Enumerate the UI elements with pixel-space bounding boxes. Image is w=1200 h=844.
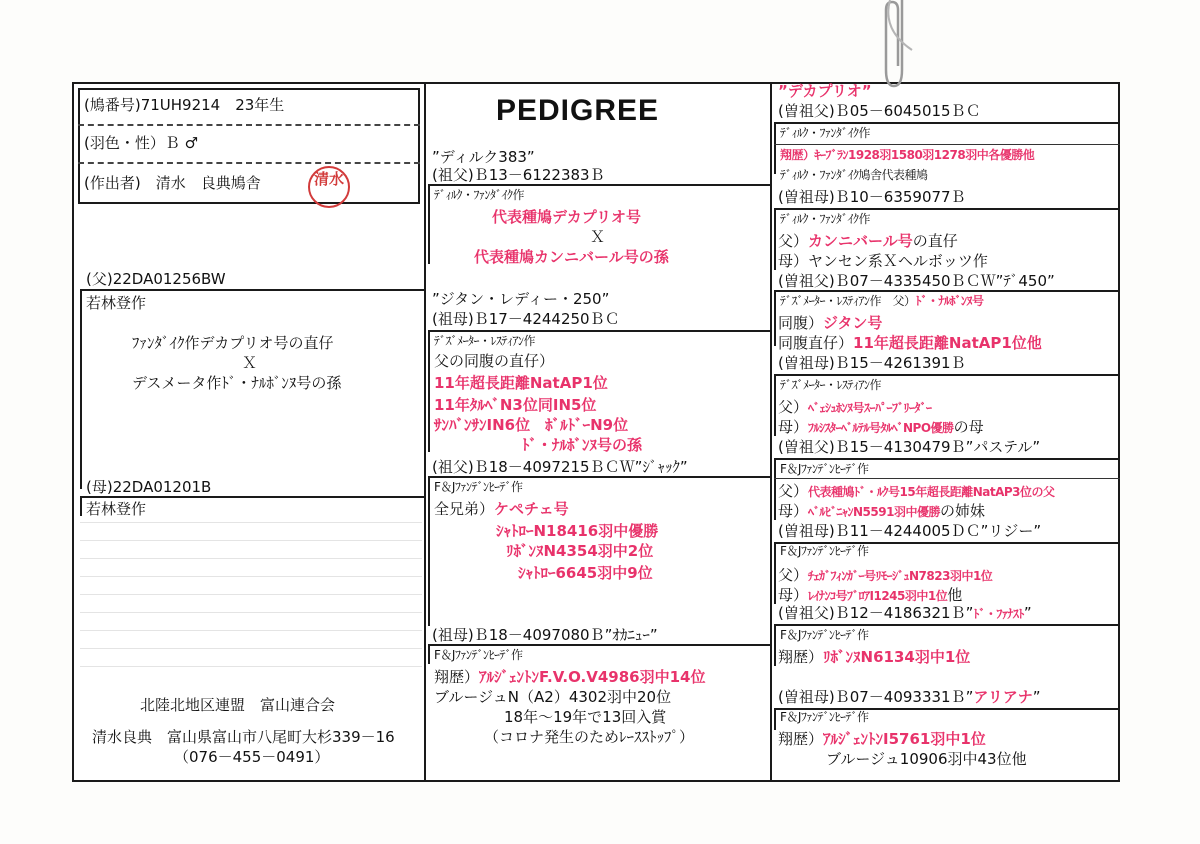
ggs2-ring: (曽祖父)Ｂ07－4335450ＢＣＷ”ﾃﾞ450” bbox=[778, 272, 1055, 290]
sire-info-x: Ｘ bbox=[242, 354, 258, 372]
ggd4-ring-number: (曽祖母)Ｂ07－4093331Ｂ” bbox=[778, 688, 974, 706]
ggs3-info-2-label: 母） bbox=[778, 502, 809, 520]
gs2-breeder: F＆Jﾌｧﾝﾃﾞﾝﾋｰﾃﾞ作 bbox=[434, 480, 523, 494]
ggs4-ring-nickname: ﾄﾞ・ﾌｧﾅｽﾄ bbox=[973, 607, 1024, 621]
ggd2-info-2 bbox=[778, 418, 984, 436]
ggs4-breeder: F＆Jﾌｧﾝﾃﾞﾝﾋｰﾃﾞ作 bbox=[780, 628, 869, 642]
ggs3-info-1 bbox=[778, 482, 1055, 500]
ruled-line bbox=[80, 648, 422, 649]
gd1-info-5: ﾄﾞ・ﾅﾙﾎﾞﾝﾇ号の孫 bbox=[522, 436, 643, 454]
right-border bbox=[1118, 82, 1120, 782]
gd2-info-1 bbox=[434, 668, 705, 686]
ggs3-info-2-tail: の姉妹 bbox=[939, 502, 985, 520]
gd2-breeder: F＆Jﾌｧﾝﾃﾞﾝﾋｰﾃﾞ作 bbox=[434, 648, 523, 662]
gs2-info-1-label: 全兄弟） bbox=[434, 500, 495, 518]
ggs1-breeder: ﾃﾞｨﾙｸ・ﾌｧﾝﾀﾞｲｸ作 bbox=[780, 126, 871, 140]
ggd1-line bbox=[774, 208, 1120, 210]
breeder-name: (作出者) 清水 良典鳩舎 bbox=[84, 174, 261, 192]
ggd3-info-1-value: ﾁｪｶﾞﾌｨﾝｶﾞｰ号ﾘﾓｰｼﾞｭN7823羽中1位 bbox=[808, 569, 993, 583]
sire-bracket bbox=[80, 289, 82, 489]
ruled-line bbox=[80, 540, 422, 541]
gd2-line bbox=[428, 644, 770, 646]
sire-line bbox=[80, 289, 424, 291]
ggs3-info-2-value: ﾍﾞﾙﾋﾞﾆｬﾝN5591羽中優勝 bbox=[808, 505, 940, 519]
ggd2-info-2-label: 母） bbox=[778, 418, 809, 436]
ggs4-ring bbox=[778, 604, 1032, 622]
ggd1-info-1 bbox=[778, 232, 958, 250]
ggs3-ring: (曽祖父)Ｂ15－4130479Ｂ”パステル” bbox=[778, 438, 1041, 456]
gd1-line bbox=[428, 330, 770, 332]
left-border bbox=[72, 82, 74, 782]
ruled-line bbox=[80, 594, 422, 595]
ggd4-ring-nickname: アリアナ bbox=[973, 688, 1033, 706]
ggs3-line bbox=[774, 458, 1120, 460]
sire-ring: (父)22DA01256BW bbox=[86, 270, 226, 288]
sire-info-1: ﾌｧﾝﾀﾞｲｸ作デカプリオ号の直仔 bbox=[132, 334, 334, 352]
ggd4-info-1-value: ｱﾙｼﾞｪﾝﾄﾝⅠ5761羽中1位 bbox=[823, 730, 986, 748]
ggd1-info-2: 母）ヤンセン系Ｘヘルボッツ作 bbox=[778, 252, 988, 270]
bottom-border bbox=[72, 780, 1120, 782]
ggs3-breeder: F＆Jﾌｧﾝﾃﾞﾝﾋｰﾃﾞ作 bbox=[780, 462, 869, 476]
color-sex: (羽色・性）Ｂ ♂ bbox=[84, 134, 199, 152]
ggd2-info-1-value: ﾍﾞｪｼｭﾎﾝﾇ号ｽｰﾊﾟｰﾌﾞﾘｰﾀﾞｰ bbox=[808, 401, 932, 415]
ggd4-info-1 bbox=[778, 730, 986, 748]
ggs3-info-2 bbox=[778, 502, 985, 520]
gd1-breeder: ﾃﾞｽﾞﾒｰﾀｰ・ﾚｽﾃｨｱﾝ作 bbox=[434, 334, 536, 348]
gs2-bracket bbox=[428, 476, 430, 626]
gs2-info-2: ｼｬﾄﾛｰN18416羽中優勝 bbox=[496, 522, 659, 540]
ruled-line bbox=[80, 612, 422, 613]
paperclip-icon bbox=[872, 0, 922, 92]
header-box-bottom bbox=[78, 202, 420, 204]
ggs1-info-1: 翔歴）ｷｰﾌﾞﾗﾝ1928羽1580羽1278羽中各優勝他 bbox=[780, 148, 1035, 162]
ggs2-bracket bbox=[774, 290, 776, 346]
ggs4-bracket bbox=[774, 624, 776, 666]
ggs2-line bbox=[774, 290, 1120, 292]
ggd3-info-2-value: ﾚｲﾅﾝｺ号ﾌﾞﾛｱⅠ1245羽中1位 bbox=[808, 589, 948, 603]
ring-number: (鳩番号)71UH9214 23年生 bbox=[84, 96, 285, 114]
ggs1-line bbox=[774, 122, 1120, 124]
ggd3-info-2-tail: 他 bbox=[947, 586, 963, 604]
ggd2-info-1 bbox=[778, 398, 932, 416]
ggd2-bracket bbox=[774, 374, 776, 436]
ggs4-info-1-value: ﾘﾎﾞﾝﾇN6134羽中1位 bbox=[823, 648, 971, 666]
gs2-info-1 bbox=[434, 500, 569, 518]
ggs2-info-2 bbox=[778, 334, 1042, 352]
gd1-bracket bbox=[428, 330, 430, 452]
ggs1-info-2: ﾃﾞｨﾙｸ・ﾌｧﾝﾀﾞｲｸ鳩舎代表種鳩 bbox=[780, 168, 928, 182]
ggs2-info-2-value: 11年超長距離NatAP1位他 bbox=[853, 334, 1042, 352]
pedigree-title: PEDIGREE bbox=[496, 94, 660, 127]
gd2-info-4: （コロナ発生のためﾚｰｽｽﾄｯﾌﾟ） bbox=[484, 728, 695, 746]
ggs3-info-1-value: 代表種鳩ﾄﾞ・ﾙｸ号15年超長距離NatAP3位の父 bbox=[808, 485, 1055, 499]
ggs2-breeder bbox=[780, 294, 984, 309]
ggs3-info-1-label: 父） bbox=[778, 482, 809, 500]
gs1-info-x: Ｘ bbox=[590, 228, 606, 246]
gd1-ring: (祖母)Ｂ17－4244250ＢＣ bbox=[432, 310, 620, 328]
ggs2-breeder-label: ﾃﾞｽﾞﾒｰﾀｰ・ﾚｽﾃｨｱﾝ作 父） bbox=[780, 294, 916, 308]
ggd2-ring: (曽祖母)Ｂ15－4261391Ｂ bbox=[778, 354, 966, 372]
gd2-info-3: 18年～19年で13回入賞 bbox=[504, 708, 667, 726]
header-box-right bbox=[418, 88, 420, 204]
footer-org: 北陸北地区連盟 富山連合会 bbox=[140, 696, 336, 714]
gs2-info-4: ｼｬﾄﾛｰ6645羽中9位 bbox=[518, 564, 653, 582]
ggs1-ring: (曽祖父)Ｂ05－6045015ＢＣ bbox=[778, 102, 981, 120]
ggd2-info-2-tail: の母 bbox=[953, 418, 984, 436]
gd1-info-4: ｻﾝﾊﾞﾝｻﾝIN6位 ﾎﾞﾙﾄﾞｰN9位 bbox=[434, 416, 629, 434]
dam-ring: (母)22DA01201B bbox=[86, 478, 212, 496]
footer-address: 清水良典 富山県富山市八尾町大杉339－16 bbox=[92, 728, 395, 746]
dam-line bbox=[80, 496, 424, 498]
ggd3-info-2 bbox=[778, 586, 962, 604]
ruled-line bbox=[80, 576, 422, 577]
gs1-line bbox=[428, 184, 770, 186]
gd1-name: ”ジタン・レディー・250” bbox=[432, 290, 610, 308]
ggs1-name: ”デカプリオ” bbox=[778, 82, 872, 100]
ggd2-info-2-value: ﾌﾙｼｽﾀｰﾍﾞﾙﾃﾙ号ﾀﾙﾍﾞNPO優勝 bbox=[808, 421, 954, 435]
ggd3-breeder: F＆Jﾌｧﾝﾃﾞﾝﾋｰﾃﾞ作 bbox=[780, 544, 869, 558]
ggs2-info-1-label: 同腹） bbox=[778, 314, 824, 332]
gs2-info-3: ﾘﾎﾞﾝﾇN4354羽中2位 bbox=[506, 542, 654, 560]
ggd4-bracket bbox=[774, 708, 776, 730]
ggs4-info-1-label: 翔歴） bbox=[778, 648, 824, 666]
header-box-left bbox=[78, 88, 80, 204]
ggd1-ring: (曽祖母)Ｂ10－6359077Ｂ bbox=[778, 188, 966, 206]
gd1-info-2: 11年超長距離NatAP1位 bbox=[434, 374, 608, 392]
column-divider-2 bbox=[770, 82, 772, 780]
ggd3-ring: (曽祖母)Ｂ11－4244005ＤＣ”リジー” bbox=[778, 522, 1042, 540]
ggd1-info-1-label: 父） bbox=[778, 232, 809, 250]
ggd4-ring bbox=[778, 688, 1041, 706]
gs1-ring: (祖父)Ｂ13－6122383Ｂ bbox=[432, 166, 605, 184]
ggs1-subline bbox=[774, 144, 1120, 145]
ggd3-bracket bbox=[774, 542, 776, 604]
ggd4-info-2: ブルージュ10906羽中43位他 bbox=[826, 750, 1027, 768]
gd2-info-2: ブルージュN（A2）4302羽中20位 bbox=[434, 688, 672, 706]
ggs2-breeder-sire: ﾄﾞ・ﾅﾙﾎﾞﾝﾇ号 bbox=[915, 294, 984, 308]
ggd3-info-1-label: 父） bbox=[778, 566, 809, 584]
ggs3-subline bbox=[774, 478, 1120, 479]
ggd2-line bbox=[774, 374, 1120, 376]
gs2-ring: (祖父)Ｂ18－4097215ＢＣＷ”ｼﾞｬｯｸ” bbox=[432, 458, 688, 476]
ggs3-bracket bbox=[774, 458, 776, 520]
dam-bracket bbox=[80, 496, 82, 516]
ruled-line bbox=[80, 666, 422, 667]
gd1-info-3: 11年ﾀﾙﾍﾞN3位同IN5位 bbox=[434, 396, 597, 414]
pedigree-sheet bbox=[72, 82, 1120, 782]
ggs4-info-1 bbox=[778, 648, 970, 666]
gs2-line bbox=[428, 476, 770, 478]
ggs4-ring-number: (曽祖父)Ｂ12－4186321Ｂ” bbox=[778, 604, 974, 622]
ggd3-info-1 bbox=[778, 566, 992, 584]
gs1-bracket bbox=[428, 184, 430, 264]
ggs4-line bbox=[774, 624, 1120, 626]
dam-breeder: 若林登作 bbox=[86, 500, 147, 518]
ggs1-bracket bbox=[774, 122, 776, 174]
ggd1-info-1-value: カンニバール号 bbox=[808, 232, 913, 250]
gs2-info-1-value: ケペチェ号 bbox=[494, 500, 569, 518]
ggs2-info-2-label: 同腹直仔） bbox=[778, 334, 854, 352]
sire-info-2: デスメータ作ﾄﾞ・ﾅﾙﾎﾞﾝﾇ号の孫 bbox=[132, 374, 342, 392]
ggd4-ring-close: ” bbox=[1032, 688, 1041, 706]
column-divider-1 bbox=[424, 82, 426, 780]
header-divider-1 bbox=[78, 124, 420, 126]
ruled-line bbox=[80, 522, 422, 523]
ggd3-info-2-label: 母） bbox=[778, 586, 809, 604]
ruled-line bbox=[80, 558, 422, 559]
ggd2-breeder: ﾃﾞｽﾞﾒｰﾀｰ・ﾚｽﾃｨｱﾝ作 bbox=[780, 378, 882, 392]
footer-phone: （076－455－0491） bbox=[174, 748, 330, 766]
ggd2-info-1-label: 父） bbox=[778, 398, 809, 416]
ggd1-info-1-tail: の直仔 bbox=[912, 232, 958, 250]
gd2-info-1-label: 翔歴） bbox=[434, 668, 480, 686]
gs1-name: ”ディルク383” bbox=[432, 148, 535, 166]
gs1-breeder: ﾃﾞｨﾙｸ・ﾌｧﾝﾀﾞｲｸ作 bbox=[434, 188, 525, 202]
top-border bbox=[72, 82, 1120, 84]
gd1-info-1: 父の同腹の直仔） bbox=[434, 352, 555, 370]
ggd1-breeder: ﾃﾞｨﾙｸ・ﾌｧﾝﾀﾞｲｸ作 bbox=[780, 212, 871, 226]
breeder-seal: 清水 bbox=[308, 166, 350, 208]
gd2-info-1-value: ｱﾙｼﾞｪﾝﾄﾝF.V.O.V4986羽中14位 bbox=[479, 668, 706, 686]
ggd4-info-1-label: 翔歴） bbox=[778, 730, 824, 748]
header-box-top bbox=[78, 88, 420, 90]
gs1-info-2: 代表種鳩カンニバール号の孫 bbox=[474, 248, 669, 266]
ggd4-breeder: F＆Jﾌｧﾝﾃﾞﾝﾋｰﾃﾞ作 bbox=[780, 710, 869, 724]
ggs2-info-1 bbox=[778, 314, 882, 332]
ggs2-info-1-value: ジタン号 bbox=[823, 314, 883, 332]
ruled-line bbox=[80, 630, 422, 631]
gd2-bracket bbox=[428, 644, 430, 664]
ggs4-ring-close: ” bbox=[1023, 604, 1032, 622]
header-divider-2 bbox=[78, 162, 420, 164]
ggd1-bracket bbox=[774, 208, 776, 270]
sire-breeder: 若林登作 bbox=[86, 294, 147, 312]
gs1-info-1: 代表種鳩デカプリオ号 bbox=[492, 208, 641, 226]
gd2-ring: (祖母)Ｂ18－4097080Ｂ”ｵｶﾆｭｰ” bbox=[432, 626, 658, 644]
